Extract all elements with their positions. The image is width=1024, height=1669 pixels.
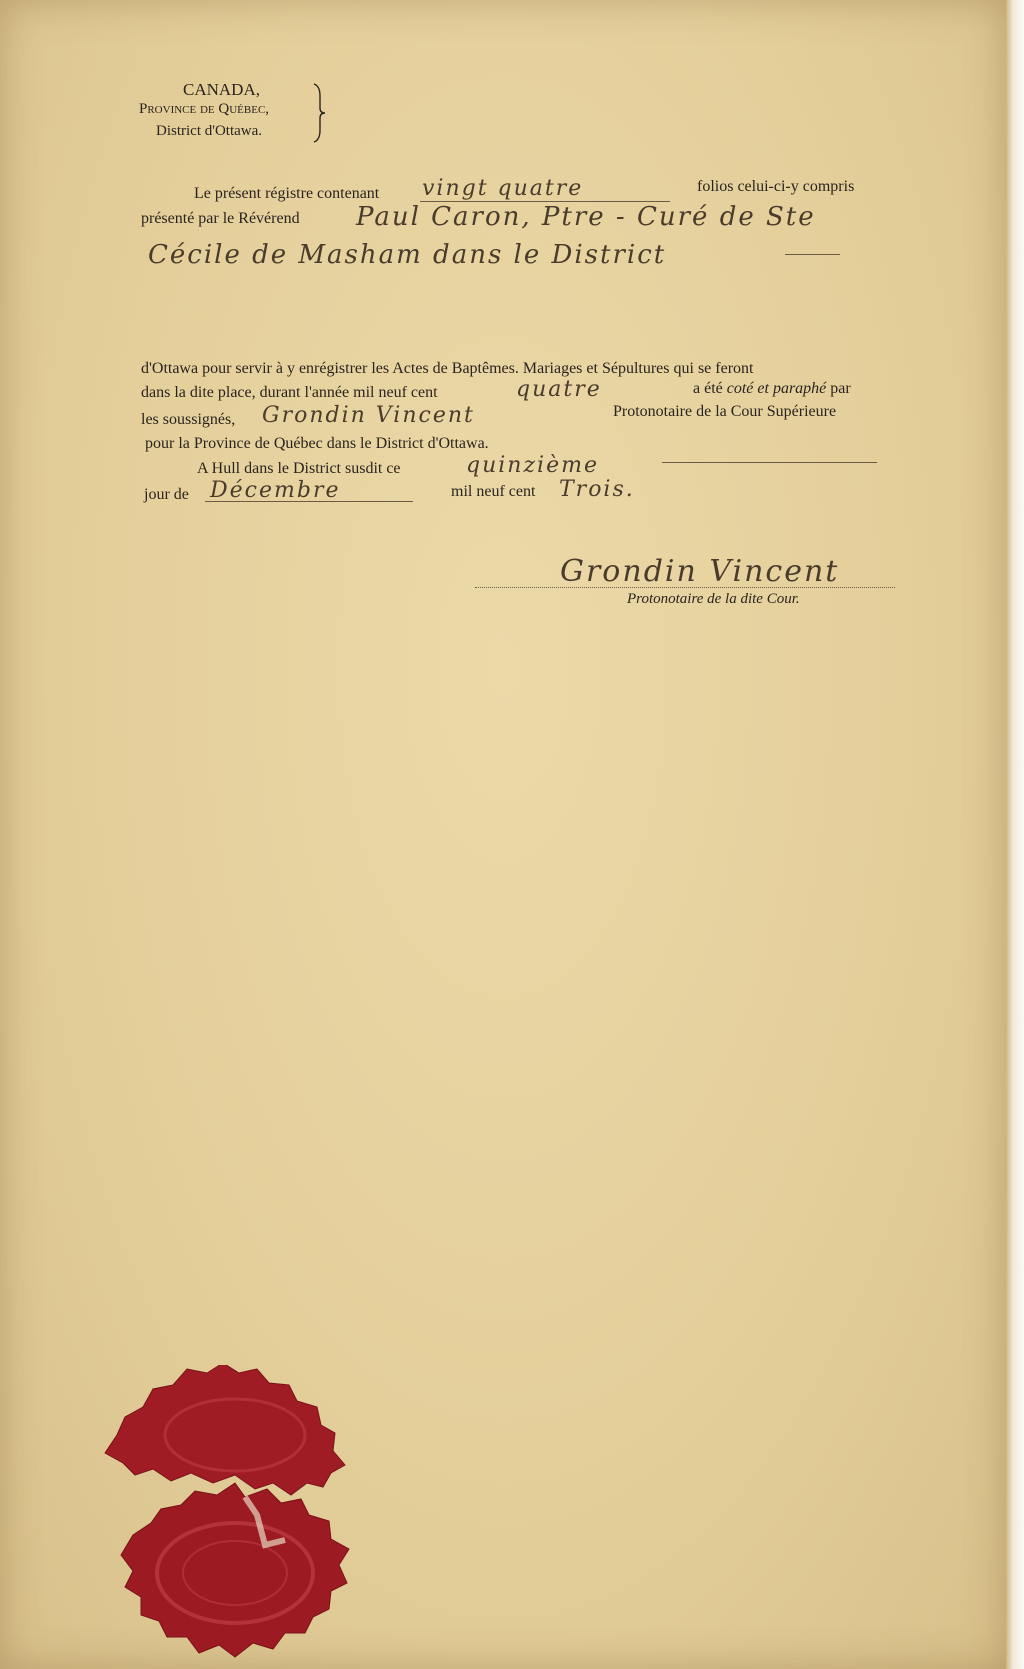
header-district: District d'Ottawa. [156, 123, 263, 139]
signature-caption: Protonotaire de la dite Cour. [627, 591, 800, 607]
year2-handwritten: Trois. [559, 477, 635, 502]
header-brace [312, 82, 328, 144]
day-handwritten: quinzième [466, 453, 599, 478]
reverend-line-dash [785, 254, 840, 255]
signature-line [475, 587, 895, 588]
intro-text: Le présent régistre contenant [194, 185, 380, 202]
mil-neuf-cent-label: mil neuf cent [451, 483, 536, 500]
presented-by: présenté par le Révérend [141, 210, 300, 227]
paragraph-line-2b-2: coté et paraphé [726, 380, 827, 397]
intro-text-2: folios celui-ci-y compris [697, 178, 855, 195]
paragraph-line-3b: Protonotaire de la Cour Supérieure [613, 403, 837, 420]
paragraph-line-4: pour la Province de Québec dans le District d'Ottawa. [145, 435, 489, 452]
reverend-handwritten-2: Cécile de Masham dans le District [148, 240, 667, 270]
header-canada: CANADA, [183, 80, 260, 99]
year-handwritten: quatre [516, 377, 602, 402]
seal-upper-half [105, 1365, 345, 1495]
wax-seal [95, 1365, 375, 1660]
paragraph-line-1: d'Ottawa pour servir à y enrégistrer les Actes de Baptêmes. Mariages et Sépultures qui se feront [141, 360, 754, 377]
page-edge [1006, 0, 1024, 1669]
paragraph-line-2b [693, 380, 851, 398]
month-handwritten: Décembre [210, 478, 341, 503]
seal-lower-half [121, 1483, 349, 1657]
day-line [662, 462, 877, 463]
signers-handwritten: Grondin Vincent [262, 403, 475, 428]
paragraph-line-3a: les soussignés, [141, 411, 236, 428]
reverend-handwritten-1: Paul Caron, Ptre - Curé de Ste [356, 202, 816, 232]
month-line [205, 501, 413, 502]
header-province: Province de Québec, [139, 101, 270, 117]
paragraph-line-2b-1: a été [693, 380, 723, 397]
folios-handwritten: vingt quatre [422, 176, 584, 201]
paragraph-line-2b-3: par [830, 380, 851, 397]
signature-handwritten: Grondin Vincent [560, 554, 840, 589]
paragraph-line-2a: dans la dite place, durant l'année mil neuf cent [141, 384, 438, 401]
jour-de-label: jour de [144, 486, 189, 503]
hull-line: A Hull dans le District susdit ce [197, 460, 401, 477]
